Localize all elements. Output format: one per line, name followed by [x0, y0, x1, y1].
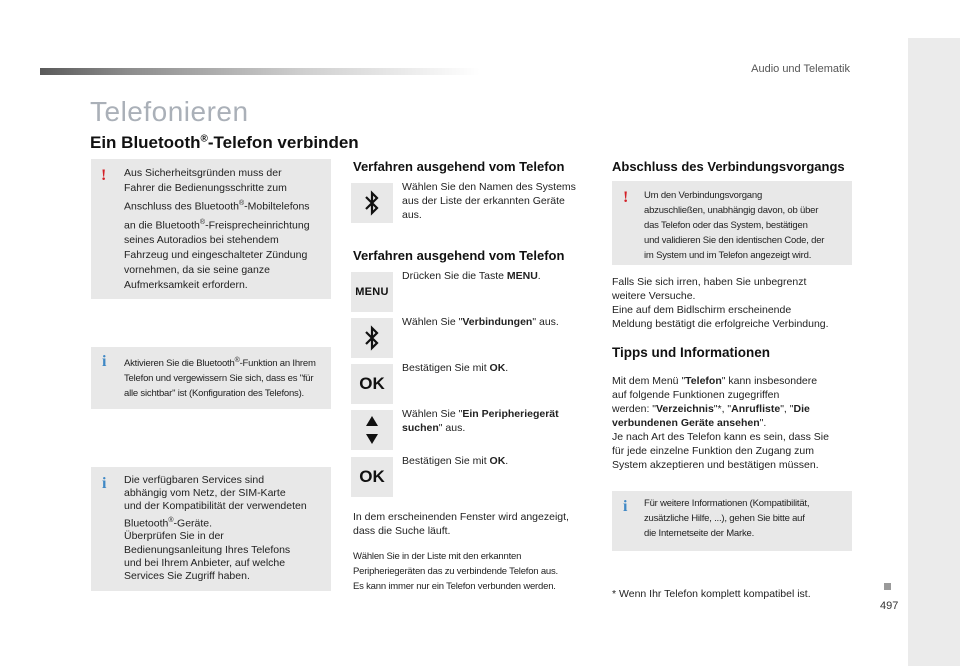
bluetooth-icon-box-1 [351, 183, 393, 223]
search-running-text: In dem erscheinenden Fenster wird angezeigt, dass die Suche läuft. [353, 511, 569, 537]
page-title: Telefonieren [90, 96, 249, 127]
header-gradient-bar [40, 68, 480, 75]
menu-button-icon: MENU [355, 286, 389, 298]
bluetooth-icon [364, 325, 380, 351]
info-icon: i [102, 475, 107, 492]
info-note-text: Für weitere Informationen (Kompatibilität, zusätzliche Hilfe, ...), gehen Sie bitte auf die Internetseite der Marke. [644, 498, 810, 539]
page-marker [884, 583, 891, 590]
info-note-more-info [612, 491, 852, 551]
info-icon: i [623, 498, 628, 515]
ok-button-box-1 [351, 364, 393, 404]
info-note-activate-bluetooth [91, 347, 331, 409]
info-icon: i [102, 353, 107, 370]
step-select-system: Wählen Sie den Namen des Systems aus der Liste der erkannten Geräte aus. [402, 181, 576, 221]
footnote: * Wenn Ihr Telefon komplett kompatibel ist. [612, 588, 811, 600]
page-number: 497 [880, 600, 899, 612]
arrow-keys-box [351, 410, 393, 450]
tips-text: Mit dem Menü "Telefon" kann insbesondere auf folgende Funktionen zugegriffen werden: "Verzeichnis"*, "Anrufliste", "Die verbundenen Geräte ansehen". Je nach Art des Telefon kann es sein, dass Sie für jede einzelne Funktion den Zugang zum System akzeptieren und bestätigen müssen. [612, 375, 829, 471]
warning-note-code [612, 181, 852, 265]
retry-text: Falls Sie sich irren, haben Sie unbegrenzt weitere Versuche. Eine auf dem Bidlschirm erscheinende Meldung bestätigt die erfolgreiche Verbindung. [612, 276, 829, 330]
heading-procedure-phone-2: Verfahren ausgehend vom Telefon [353, 248, 565, 263]
heading-completion: Abschluss des Verbindungsvorgangs [612, 159, 845, 174]
subtitle-suffix: -Telefon verbinden [207, 133, 359, 152]
subtitle-text: Ein Bluetooth [90, 133, 201, 152]
page-subtitle [90, 133, 359, 153]
warning-note-text: Um den Verbindungsvorgang abzuschließen, unabhängig davon, ob über das Telefon oder das System, bestätigen und validieren Sie den identischen Code, der im System und im Telefon angezeigt wird. [644, 190, 825, 261]
step-confirm-ok-1: Bestätigen Sie mit OK. [402, 362, 509, 374]
registered-mark: ® [200, 133, 208, 145]
step-press-menu: Drücken Sie die Taste MENU. [402, 270, 541, 282]
info-note-text: Aktivieren Sie die Bluetooth®-Funktion an Ihrem Telefon und vergewissern Sie sich, dass es "für alle sichtbar" ist (Konfiguration des Telefons). [124, 357, 316, 400]
ok-button-icon: OK [359, 467, 385, 486]
heading-procedure-phone-1: Verfahren ausgehend vom Telefon [353, 159, 565, 174]
step-select-connections: Wählen Sie "Verbindungen" aus. [402, 316, 559, 328]
select-phone-text: Wählen Sie in der Liste mit den erkannten Peripheriegeräten das zu verbindende Telefon aus. Es kann immer nur ein Telefon verbunden werden. [353, 551, 558, 592]
warning-note-safety [91, 159, 331, 299]
warning-icon: ! [101, 167, 107, 184]
bluetooth-icon-box-2 [351, 318, 393, 358]
menu-button-box [351, 272, 393, 312]
step-confirm-ok-2: Bestätigen Sie mit OK. [402, 455, 509, 467]
page-side-strip [908, 38, 960, 666]
heading-tips: Tipps und Informationen [612, 345, 770, 360]
info-note-services [91, 467, 331, 591]
ok-button-box-2 [351, 457, 393, 497]
step-search-device: Wählen Sie "Ein Peripheriegerät suchen" aus. [402, 408, 559, 434]
section-label: Audio und Telematik [751, 63, 850, 75]
info-note-text: Die verfügbaren Services sind abhängig vom Netz, der SIM-Karte und der Kompatibilität der verwendeten Bluetooth®-Geräte. Überprüfen Sie in der Bedienungsanleitung Ihres Telefons und bei Ihrem Anbieter, auf welche Services Sie Zugriff haben. [124, 474, 307, 582]
warning-icon: ! [623, 189, 629, 206]
bluetooth-icon [364, 190, 380, 216]
up-down-arrows-icon [365, 415, 379, 445]
ok-button-icon: OK [359, 374, 385, 393]
warning-note-text: Aus Sicherheitsgründen muss der Fahrer die Bedienungsschritte zum Anschluss des Bluetooth®-Mobiltelefons an die Bluetooth®-Freisprecheinrichtung seines Autoradios bei stehendem Fahrzeug und eingeschalteter Zündung vornehmen, da sie seine ganze Aufmerksamkeit erfordern. [124, 167, 310, 291]
